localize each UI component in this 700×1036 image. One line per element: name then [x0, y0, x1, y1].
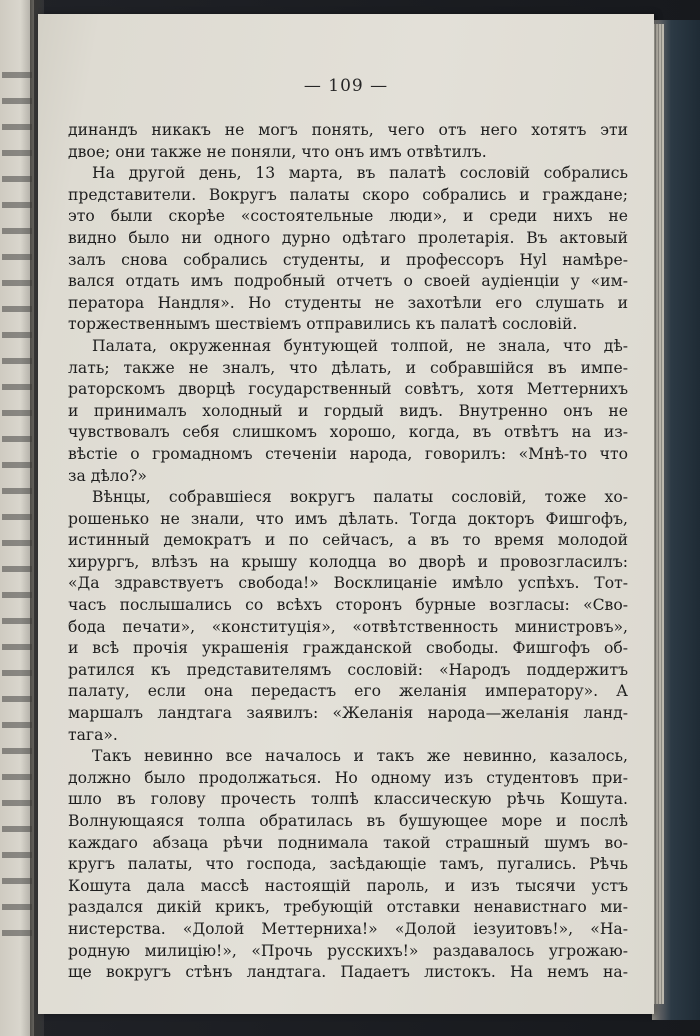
- text-line: На другой день, 13 марта, въ палатѣ сословій собрались: [92, 164, 628, 183]
- text-line: чувствовалъ себя слишкомъ хорошо, когда, въ отвѣтъ на из-: [68, 423, 628, 442]
- text-line: Палата, окруженная бунтующей толпой, не знала, что дѣ-: [92, 336, 628, 355]
- text-line: двое; они также не поняли, что онъ имъ отвѣтилъ.: [68, 142, 487, 161]
- text-line: Кошута дала массѣ настоящій пароль, и изъ тысячи устъ: [68, 876, 628, 895]
- text-line: представители. Вокругъ палаты скоро собрались и граждане;: [68, 185, 628, 204]
- text-line: «Да здравствуетъ свобода!» Восклицаніе имѣло успѣхъ. Тот-: [68, 574, 628, 593]
- text-line: шло въ голову прочесть толпѣ классическую рѣчь Кошута.: [68, 790, 628, 809]
- text-line: вался отдать имъ подробный отчетъ о своей аудіенціи у «им-: [68, 272, 628, 291]
- page-body-text: [68, 120, 628, 984]
- text-line: палату, если она передастъ его желанія императору». А: [68, 682, 628, 701]
- book-page: [38, 14, 654, 1014]
- text-line: залъ снова собрались студенты, и профессоръ Hyl намѣре-: [68, 250, 628, 269]
- text-line: истинный демократъ и по сейчасъ, а въ то время молодой: [68, 531, 628, 550]
- text-line: часъ послышались со всѣхъ сторонъ бурные возгласы: «Сво-: [68, 596, 628, 615]
- text-line: и всѣ прочія украшенія гражданской свободы. Фишгофъ об-: [68, 639, 628, 658]
- text-line: тага».: [68, 725, 118, 744]
- text-line: Вѣнцы, собравшіеся вокругъ палаты сословій, тоже хо-: [92, 488, 628, 507]
- text-line: вѣстіе о громадномъ стеченіи народа, говорилъ: «Мнѣ-то что: [68, 444, 628, 463]
- text-line: родную милицію!», «Прочь русскихъ!» раздавалось угрожаю-: [68, 941, 628, 960]
- text-line: ратился къ представителямъ сословій: «Народъ поддержитъ: [68, 660, 628, 679]
- text-line: маршалъ ландтага заявилъ: «Желанія народа—желанія ланд-: [68, 704, 628, 723]
- text-line: хирургъ, влѣзъ на крышу колодца во дворѣ и провозгласилъ:: [68, 552, 628, 571]
- text-line: лать; также не зналъ, что дѣлать, и собравшійся въ импе-: [68, 358, 628, 377]
- text-line: видно было ни одного дурно одѣтаго пролетарія. Въ актовый: [68, 228, 628, 247]
- text-line: ще вокругъ стѣнъ ландтага. Падаетъ листокъ. На немъ на-: [68, 963, 628, 982]
- text-line: раздался дикій крикъ, требующій отставки ненавистнаго ми-: [68, 898, 628, 917]
- text-line: должно было продолжаться. Но одному изъ студентовъ при-: [68, 768, 628, 787]
- left-page-text-fragment: [2, 60, 32, 940]
- text-line: динандъ никакъ не могъ понять, чего отъ него хотятъ эти: [68, 121, 628, 139]
- text-line: за дѣло?»: [68, 466, 147, 485]
- page-number: — 109 —: [303, 76, 389, 96]
- text-line: каждаго абзаца рѣчи поднимала такой страшный шумъ во-: [68, 833, 628, 852]
- text-line: ператора Нандля». Но студенты не захотѣли его слушать и: [68, 293, 628, 312]
- text-line: Волнующаяся толпа обратилась въ бушующее море и послѣ: [68, 812, 628, 830]
- text-line: рошенько не знали, что имъ дѣлать. Тогда докторъ Фишгофъ,: [68, 509, 628, 528]
- text-line: торжественнымъ шествіемъ отправились къ палатѣ сословій.: [68, 315, 578, 334]
- text-line: Такъ невинно все началось и такъ же невинно, казалось,: [92, 747, 628, 766]
- text-line: бода печати», «конституція», «отвѣтственность министровъ»,: [68, 617, 628, 636]
- text-line: кругъ палаты, что господа, засѣдающіе тамъ, пугались. Рѣчь: [68, 855, 628, 874]
- text-line: раторскомъ дворцѣ государственный совѣтъ, хотя Меттернихъ: [68, 380, 628, 399]
- text-line: нистерства. «Долой Меттерниха!» «Долой іезуитовъ!», «На-: [68, 919, 628, 938]
- text-line: это были скорѣе «состоятельные люди», и среди нихъ не: [68, 207, 628, 226]
- text-line: и принималъ холодный и гордый видъ. Внутренно онъ не: [68, 401, 628, 420]
- left-facing-page: [0, 0, 34, 1036]
